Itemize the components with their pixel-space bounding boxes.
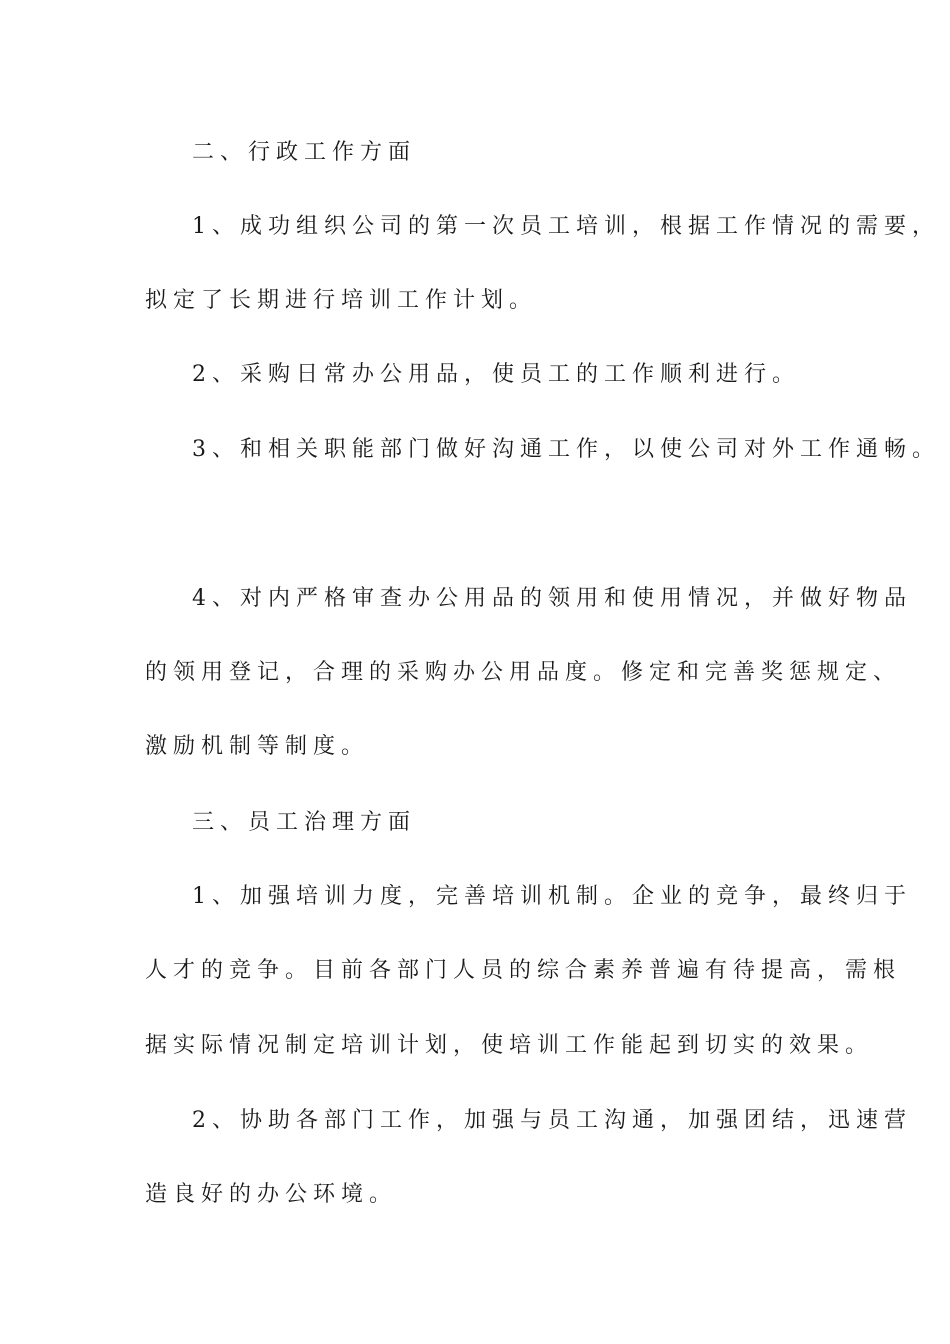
paragraph-line: 1、成功组织公司的第一次员工培训，根据工作情况的需要， [192, 214, 940, 239]
section-heading-staff-management: 三、员工治理方面 [192, 810, 417, 835]
paragraph-line: 2、协助各部门工作，加强与员工沟通，加强团结，迅速营 [192, 1108, 912, 1133]
paragraph-line: 激励机制等制度。 [145, 734, 370, 759]
section-heading-administration: 二、行政工作方面 [192, 140, 417, 165]
paragraph-line: 2、采购日常办公用品，使员工的工作顺利进行。 [192, 362, 800, 387]
paragraph-line: 4、对内严格审查办公用品的领用和使用情况，并做好物品 [192, 586, 912, 611]
paragraph-line: 1、加强培训力度，完善培训机制。企业的竞争，最终归于 [192, 884, 912, 909]
paragraph-line: 3、和相关职能部门做好沟通工作，以使公司对外工作通畅。 [192, 437, 940, 462]
paragraph-line: 的领用登记，合理的采购办公用品度。修定和完善奖惩规定、 [145, 660, 902, 685]
paragraph-line: 拟定了长期进行培训工作计划。 [145, 288, 538, 313]
paragraph-line: 造良好的办公环境。 [145, 1182, 398, 1207]
paragraph-line: 据实际情况制定培训计划，使培训工作能起到切实的效果。 [145, 1033, 874, 1058]
paragraph-line: 人才的竞争。目前各部门人员的综合素养普遍有待提高，需根 [145, 958, 902, 983]
